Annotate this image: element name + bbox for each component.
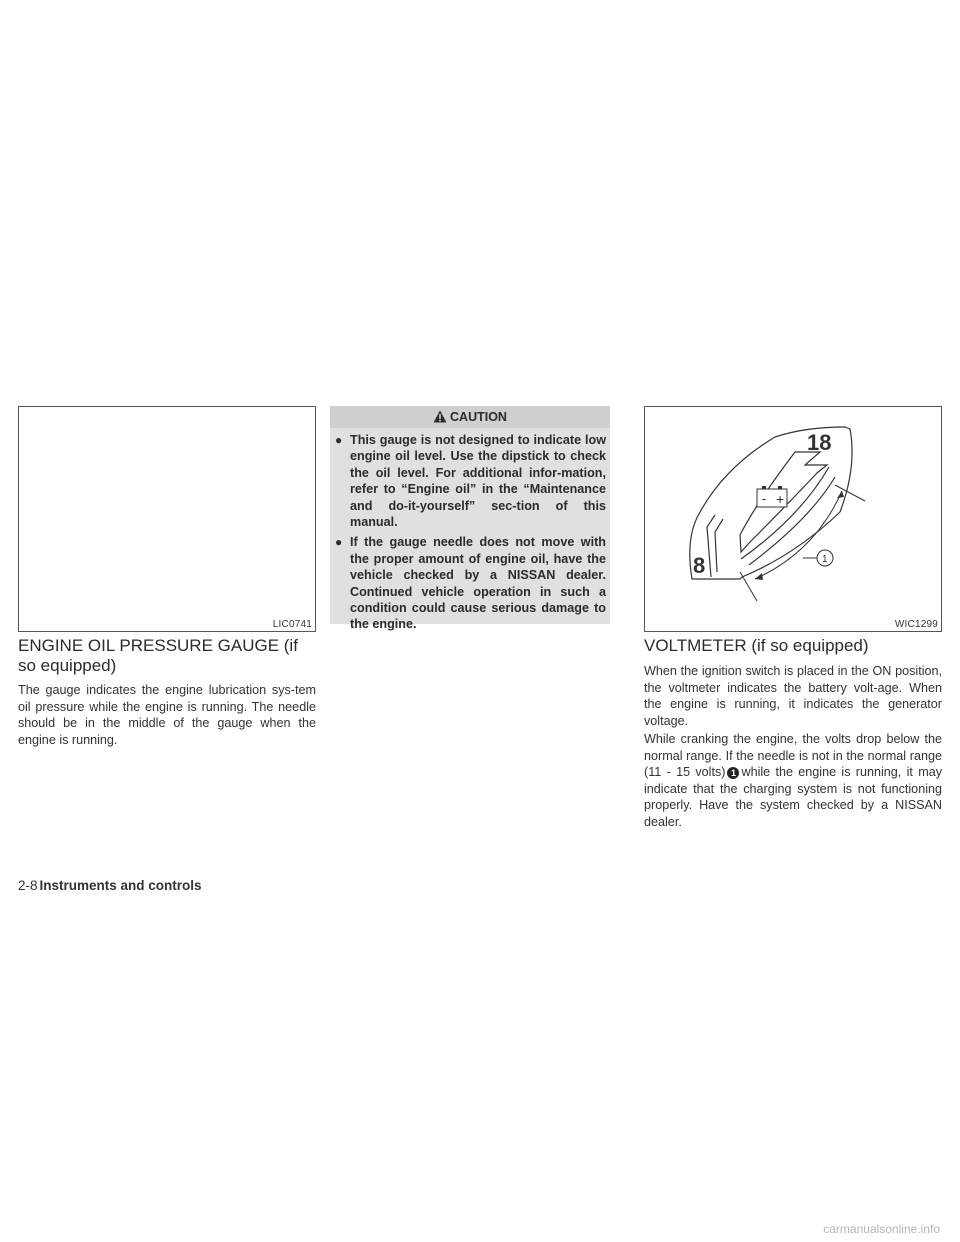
voltmeter-figure xyxy=(644,406,942,632)
caution-item xyxy=(330,534,610,632)
battery-minus: - xyxy=(762,491,767,506)
voltmeter-diagram xyxy=(645,407,941,631)
caution-title: CAUTION xyxy=(450,410,507,424)
scale-low-label: 8 xyxy=(693,553,706,578)
watermark: carmanualsonline.info xyxy=(823,1222,940,1236)
oil-pressure-paragraph: The gauge indicates the engine lubrication sys-tem oil pressure while the engine is running. The needle should be in the middle of the gauge when the engine is running. xyxy=(18,683,316,747)
caution-item-text: This gauge is not designed to indicate low engine oil level. Use the dipstick to check the oil level. For additional infor-mation, refer to “Engine oil” in the “Maintenance and do-it-yourself” sec-tion of this manual. xyxy=(350,433,606,530)
caution-item xyxy=(330,432,610,530)
scale-high-label: 18 xyxy=(807,430,832,455)
oil-pressure-heading xyxy=(18,636,318,676)
volt-para2-before: While cranking the engine, the volts drop below the normal range. If the needle is not in the normal range (11 - 15 volts) xyxy=(644,732,942,779)
caution-box xyxy=(330,406,610,632)
section-name: Instruments and controls xyxy=(39,878,202,893)
caution-title-bar xyxy=(330,406,610,428)
figure-code-left: LIC0741 xyxy=(272,619,312,630)
voltmeter-heading: VOLTMETER (if so equipped) xyxy=(644,636,869,655)
callout-label: 1 xyxy=(822,554,828,565)
page-footer xyxy=(18,878,202,893)
warning-icon xyxy=(433,410,447,423)
oil-heading-line2: so equipped) xyxy=(18,656,117,675)
bullet-icon: ● xyxy=(335,433,343,447)
battery-plus: + xyxy=(776,491,785,507)
callout-icon: 1 xyxy=(727,767,739,779)
oil-gauge-figure xyxy=(18,406,316,632)
page-number: 2-8 xyxy=(18,878,38,893)
voltmeter-paragraph-1: When the ignition switch is placed in the ON position, the voltmeter indicates the battery volt-age. When the engine is running, it indicates the generator voltage. xyxy=(644,664,942,728)
caution-item-text: If the gauge needle does not move with the proper amount of engine oil, have the vehicle checked by a NISSAN dealer. Continued vehicle operation in such a condition could cause serious damage to the engine. xyxy=(350,535,606,632)
figure-code-right: WIC1299 xyxy=(894,619,938,630)
voltmeter-paragraph-2 xyxy=(644,731,942,830)
bullet-icon: ● xyxy=(335,535,343,550)
oil-heading-line1: ENGINE OIL PRESSURE GAUGE (if xyxy=(18,636,298,655)
volt-para2-after: while the engine is running, it may indicate that the charging system is not functioning properly. Have the system checked by a NISSAN dealer. xyxy=(644,765,942,829)
